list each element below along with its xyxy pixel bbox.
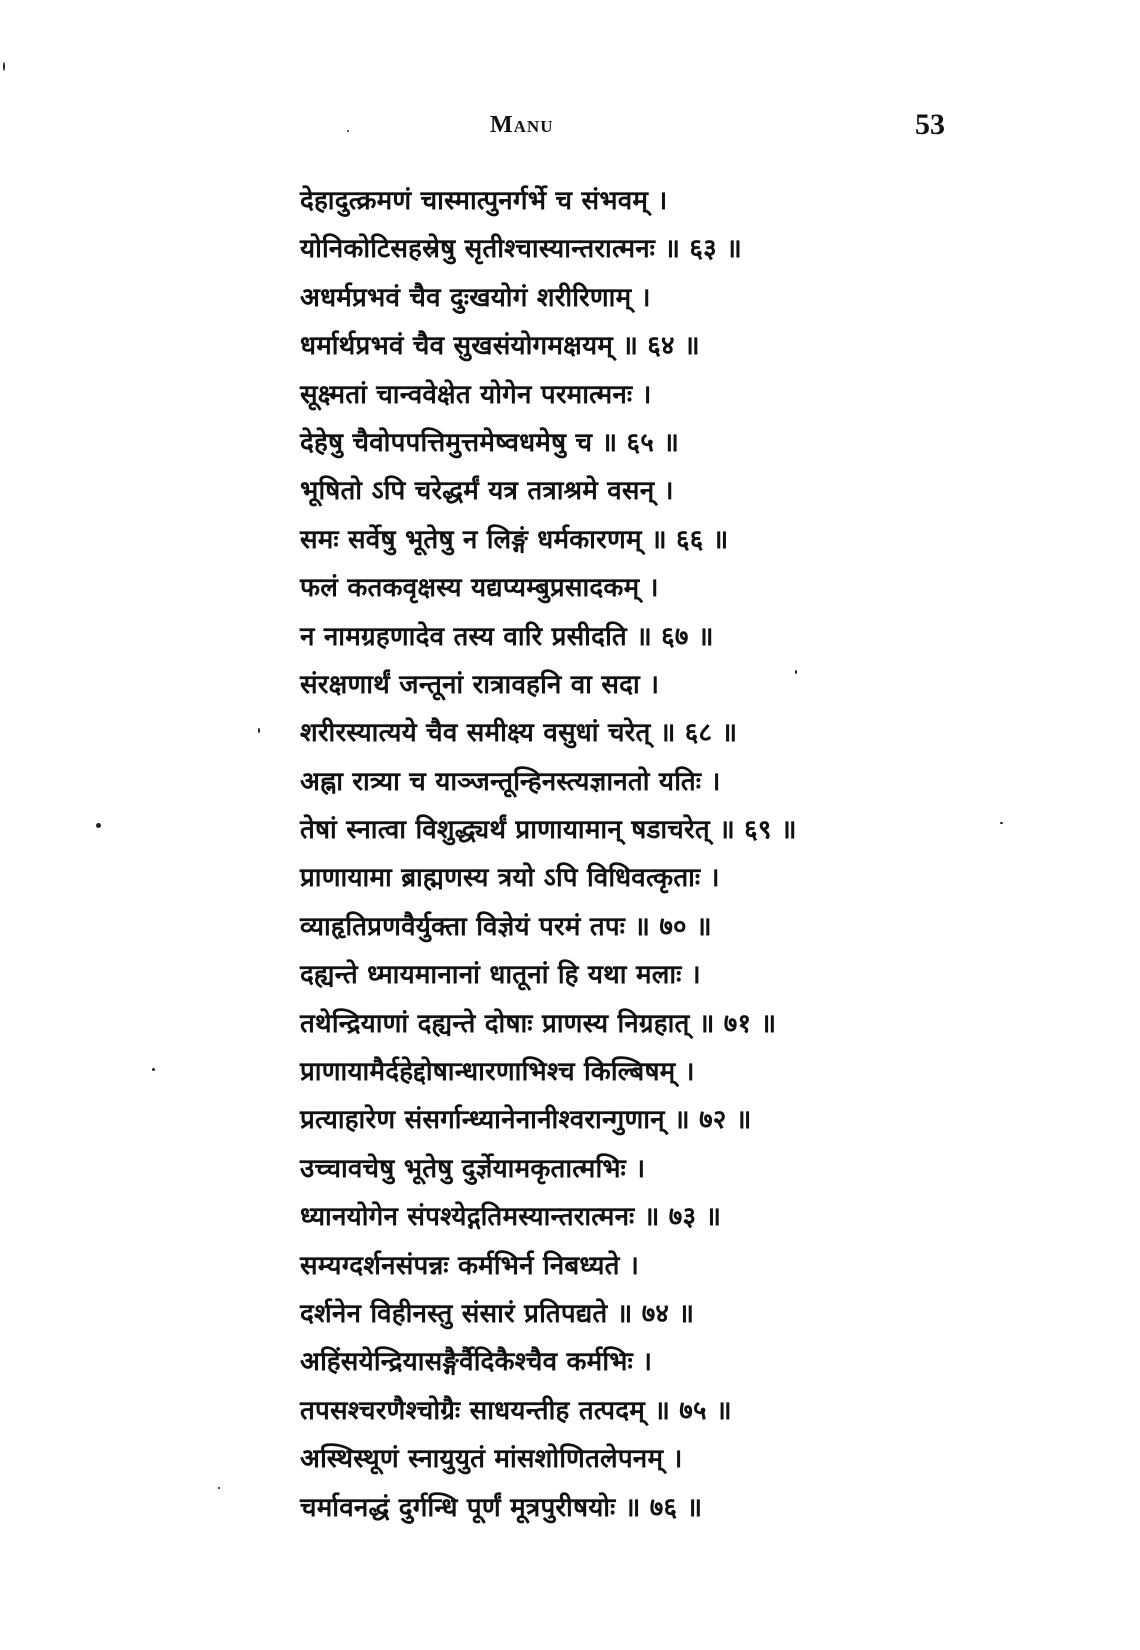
verse-line: देहेषु चैवोपपत्तिमुत्तमेष्वधमेषु च ॥ ६५ ॥: [300, 427, 679, 458]
verse-line: संरक्षणार्थं जन्तूनां रात्रावहनि वा सदा ।: [300, 669, 660, 700]
verse-line: देहादुत्क्रमणं चास्मात्पुनर्गर्भे च संभवम् ।: [300, 186, 668, 216]
scan-speck: [152, 1068, 155, 1071]
verse-line: समः सर्वेषु भूतेषु न लिङ्गं धर्मकारणम् ॥ ६६ ॥: [300, 524, 729, 555]
verse-line: अस्थिस्थूणं स्नायुयुतं मांसशोणितलेपनम् ।: [300, 1444, 683, 1475]
scan-speck: [258, 728, 260, 733]
scan-speck: [218, 1487, 220, 1489]
verse-line: धर्मार्थप्रभवं चैव सुखसंयोगमक्षयम् ॥ ६४ ॥: [300, 331, 700, 362]
verse-line: सूक्ष्मतां चान्ववेक्षेत योगेन परमात्मनः ।: [300, 379, 652, 410]
verse-line: शरीरस्यात्यये चैव समीक्ष्य वसुधां चरेत् ॥ ६८ ॥: [300, 718, 738, 749]
verse-line: तपसश्चरणैश्चोग्रैः साधयन्तीह तत्पदम् ॥ ७५ ॥: [300, 1395, 732, 1426]
verse-line: अधर्मप्रभवं चैव दुःखयोगं शरीरिणाम् ।: [300, 282, 651, 313]
verse-line: फलं कतकवृक्षस्य यद्यप्यम्बुप्रसादकम् ।: [300, 573, 659, 604]
verse-line: प्रत्याहारेण संसर्गान्ध्यानेनानीश्वरान्गुणान् ॥ ७२ ॥: [300, 1105, 752, 1136]
verse-line: दह्यन्ते ध्मायमानानां धातूनां हि यथा मलाः ।: [300, 960, 701, 991]
verse-line: तेषां स्नात्वा विशुद्ध्यर्थं प्राणायामान् षडाचरेत् ॥ ६९ ॥: [300, 815, 797, 846]
verse-block: [300, 177, 1120, 1532]
verse-line: भूषितो ऽपि चरेद्धर्मं यत्र तत्राश्रमे वसन् ।: [300, 476, 674, 507]
verse-line: अहिंसयेन्द्रियासङ्गैर्वैदिकैश्चैव कर्मभिः ।: [300, 1347, 653, 1378]
scan-speck: [96, 823, 101, 828]
verse-line: तथेन्द्रियाणां दह्यन्ते दोषाः प्राणस्य निग्रहात् ॥ ७१ ॥: [300, 1008, 777, 1039]
page-number: 53: [915, 108, 945, 141]
verse-line: न नामग्रहणादेव तस्य वारि प्रसीदति ॥ ६७ ॥: [300, 621, 714, 652]
verse-line: प्राणायामा ब्राह्मणस्य त्रयो ऽपि विधिवत्कृताः ।: [300, 863, 720, 894]
scan-speck: [347, 130, 349, 132]
running-head: Manu: [490, 112, 554, 138]
verse-line: ध्यानयोगेन संपश्येद्गतिमस्यान्तरात्मनः ॥ ७३ ॥: [300, 1202, 722, 1233]
verse-line: प्राणायामैर्दहेद्दोषान्धारणाभिश्च किल्बिषम् ।: [300, 1057, 695, 1088]
scan-speck: [795, 670, 797, 674]
verse-line: सम्यग्दर्शनसंपन्नः कर्मभिर्न निबध्यते ।: [300, 1250, 639, 1281]
verse-line: चर्मावनद्धं दुर्गन्धि पूर्णं मूत्रपुरीषयोः ॥ ७६ ॥: [300, 1492, 703, 1523]
verse-line: व्याहृतिप्रणवैर्युक्ता विज्ञेयं परमं तपः ॥ ७० ॥: [300, 911, 712, 942]
scan-speck: [3, 62, 5, 71]
verse-line: अह्ना रात्र्या च याञ्जन्तून्हिनस्त्यज्ञानतो यतिः ।: [300, 766, 721, 797]
verse-line: योनिकोटिसहस्रेषु सृतीश्चास्यान्तरात्मनः ॥ ६३ ॥: [300, 234, 742, 265]
scan-speck: [1000, 822, 1003, 824]
verse-line: दर्शनेन विहीनस्तु संसारं प्रतिपद्यते ॥ ७४ ॥: [300, 1298, 695, 1329]
verse-line: उच्चावचेषु भूतेषु दुर्ज्ञेयामकृतात्मभिः ।: [300, 1153, 646, 1184]
